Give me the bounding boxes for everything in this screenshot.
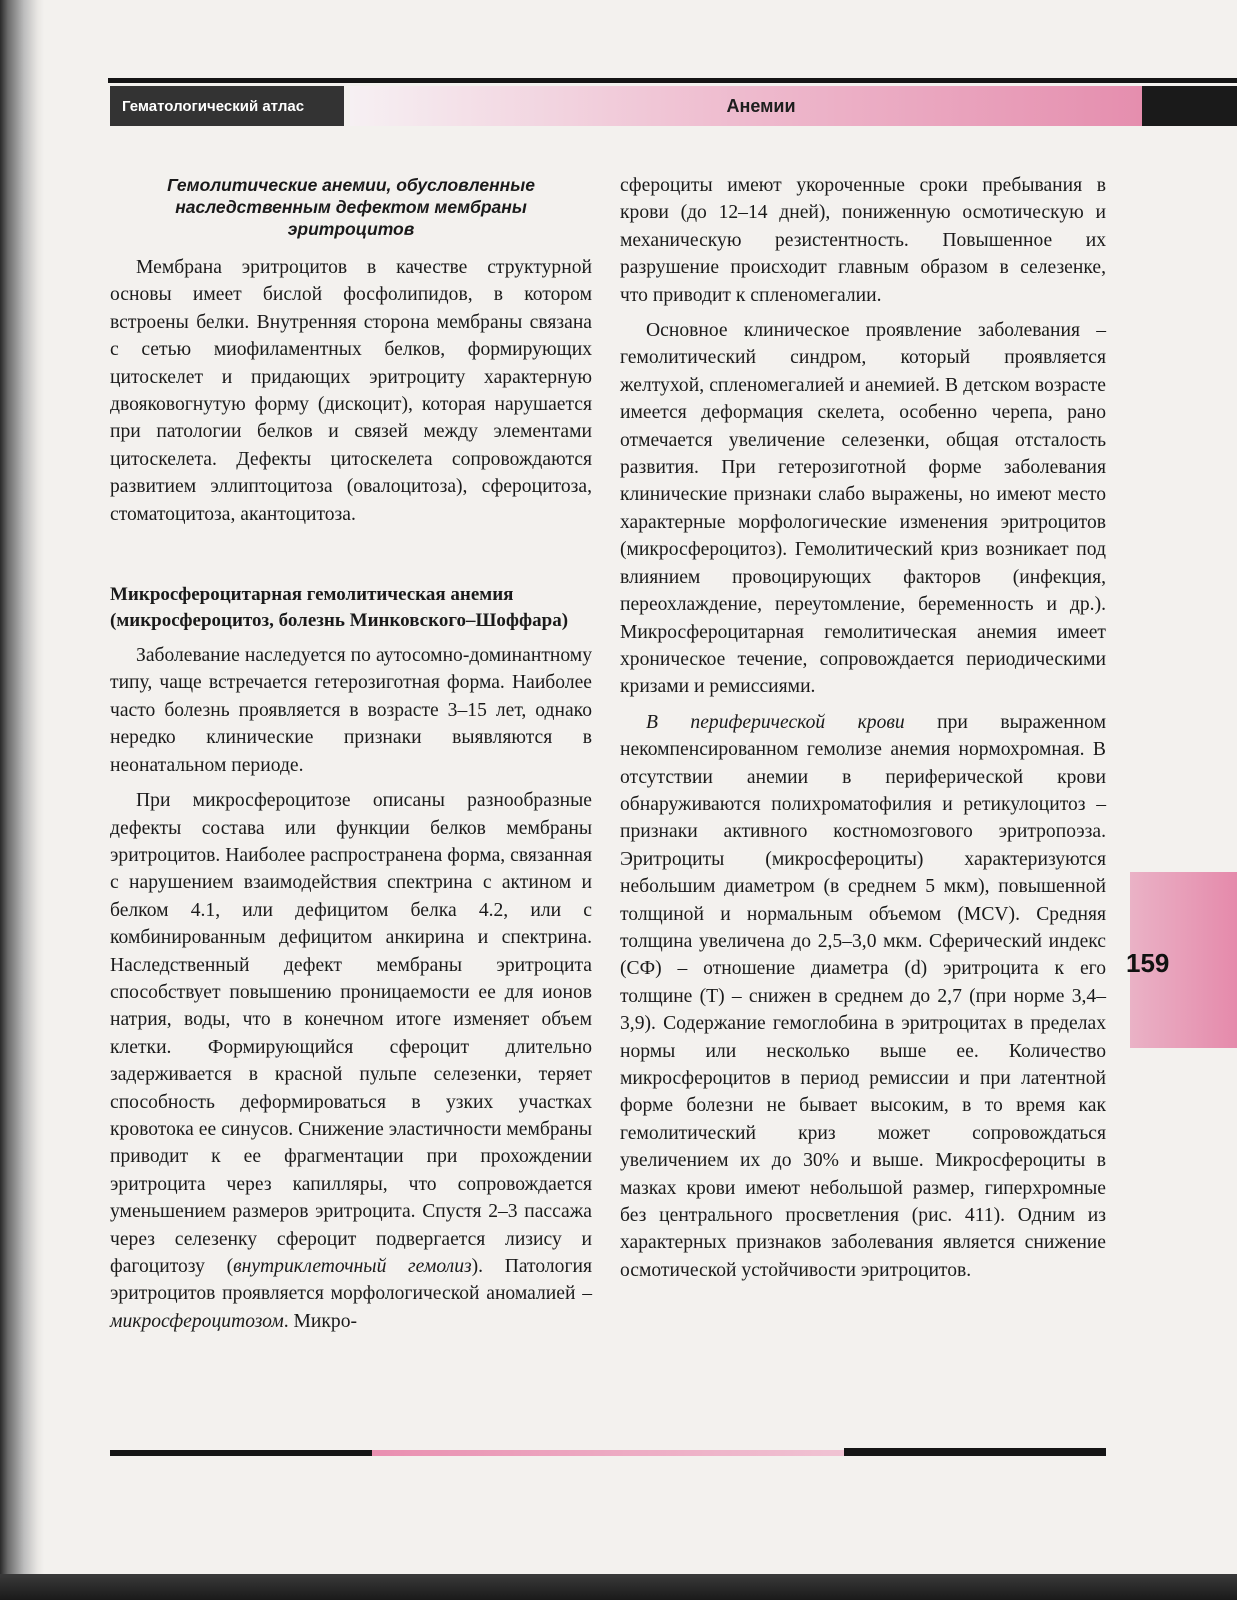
text-run: при выраженном некомпенсированном гемолизе анемия нормохромная. В отсутствии анемии в периферической крови обнаруживаются полихроматофилия и ретикулоцитоз – признаки активного костномозгового эритропоэза. Эритроциты (микросфероциты) характеризуются небольшим диаметром (в среднем 5 мкм), повышенной толщиной и нормальным объемом (MCV). Средняя толщина увеличена до 2,5–3,0 мкм. Сферический индекс (СФ) – отношение диаметра (d) эритроцита к его толщине (T) – снижен в среднем до 2,7 (при норме 3,4–3,9). Содержание гемоглобина в эритроцитах в пределах нормы или несколько выше ее. Количество микросфероцитов в период ремиссии и при латентной форме болезни не бывает высоким, в то время как гемолитический криз может сопровождаться увеличением их до 30% и выше. Микросфероциты в мазках крови имеют небольшой размер, гиперхромные без центрального просветления (рис. 411). Одним из характерных признаков заболевания является снижение осмотической устойчивости эритроцитов.: [620, 711, 1106, 1281]
left-column: [110, 174, 592, 1343]
right-column: [620, 172, 1106, 1292]
section-title: Гемолитические анемии, обусловленные наследственным дефектом мембраны эритроцитов: [167, 175, 535, 239]
page-number: 159: [1126, 948, 1170, 978]
paragraph: сфероциты имеют укороченные сроки пребывания в крови (до 12–14 дней), пониженную осмотическую и механическую резистентность. Повышенное их разрушение происходит главным образом в селезенке, что приводит к спленомегалии.: [620, 175, 1106, 306]
chapter-title: Анемии: [726, 95, 796, 116]
paragraph: [110, 787, 592, 1335]
paragraph: Заболевание наследуется по аутосомно-доминантному типу, чаще встречается гетерозиготная форма. Наиболее часто болезнь проявляется в возрасте 3–15 лет, однако нередко клинические признаки выявляются в неонатальном периоде.: [110, 645, 592, 776]
footer-rule-right: [844, 1448, 1106, 1456]
book-spine-shadow: [0, 0, 44, 1600]
scan-bottom-edge: [0, 1574, 1237, 1600]
paragraph: Основное клиническое проявление заболевания – гемолитический синдром, который проявляется желтухой, спленомегалией и анемией. В детском возрасте имеется деформация скелета, особенно черепа, рано отмечается увеличение селезенки, общая отсталость развития. При гетерозиготной форме заболевания клинические признаки слабо выражены, но имеют место характерные морфологические изменения эритроцитов (микросфероцитоз). Гемолитический криз возникает под влиянием провоцирующих факторов (инфекция, переохлаждение, переутомление, беременность и др.). Микросфероцитарная гемолитическая анемия имеет хроническое течение, сопровождается периодическими кризами и ремиссиями.: [620, 320, 1106, 698]
running-header-book-title: [110, 86, 344, 126]
header-rule: [108, 78, 1237, 83]
italic-term: внутриклеточный гемолиз: [233, 1256, 472, 1277]
header-black-block: [1142, 86, 1237, 126]
footer-rule-center: [372, 1450, 844, 1456]
paragraph: [620, 709, 1106, 1285]
text-run: . Микро-: [283, 1310, 358, 1332]
italic-term: В периферической крови: [646, 711, 905, 733]
running-header-section-band: [350, 86, 1142, 126]
subsection-title: Микросфероцитарная гемолитическая анемия (микросфероцитоз, болезнь Минковского–Шоффара): [110, 584, 569, 632]
italic-term: микросфероцитозом: [110, 1310, 284, 1332]
text-run: ). Патология эритроцитов проявляется морфологической аномалией –: [110, 1256, 592, 1305]
text-run: При микросфероцитозе описаны разнообразные дефекты состава или функции белков мембраны эритроцитов. Наиболее распространена форма, связанная с нарушением взаимодействия спектрина с актином и белком 4.1, или дефицитом белка 4.2, или с комбинированным дефицитом анкирина и спектрина. Наследственный дефект мембраны эритроцита способствует повышению проницаемости ее для ионов натрия, воды, что в конечном итоге изменяет объем клетки. Формирующийся сфероцит длительно задерживается в красной пульпе селезенки, теряет способность деформироваться в узких участках кровотока ее синусов. Снижение эластичности мембраны приводит к ее фрагментации при прохождении эритроцита через капилляры, что сопровождается уменьшением размеров эритроцита. Спустя 2–3 пассажа через селезенку сфероцит подвергается лизису и фагоцитозу (: [110, 790, 592, 1277]
footer-rule-left: [110, 1450, 372, 1456]
paragraph: Мембрана эритроцитов в качестве структурной основы имеет бислой фосфолипидов, в котором встроены белки. Внутренняя сторона мембраны связана с сетью миофиламентных белков, формирующих цитоскелет и придающих эритроциту характерную двояковогнутую форму (дискоцит), которая нарушается при патологии белков и связей между элементами цитоскелета. Дефекты цитоскелета сопровождаются развитием эллиптоцитоза (овалоцитоза), сфероцитоза, стоматоцитоза, акантоцитоза.: [110, 257, 592, 525]
book-title-text: Гематологический атлас: [122, 97, 305, 115]
